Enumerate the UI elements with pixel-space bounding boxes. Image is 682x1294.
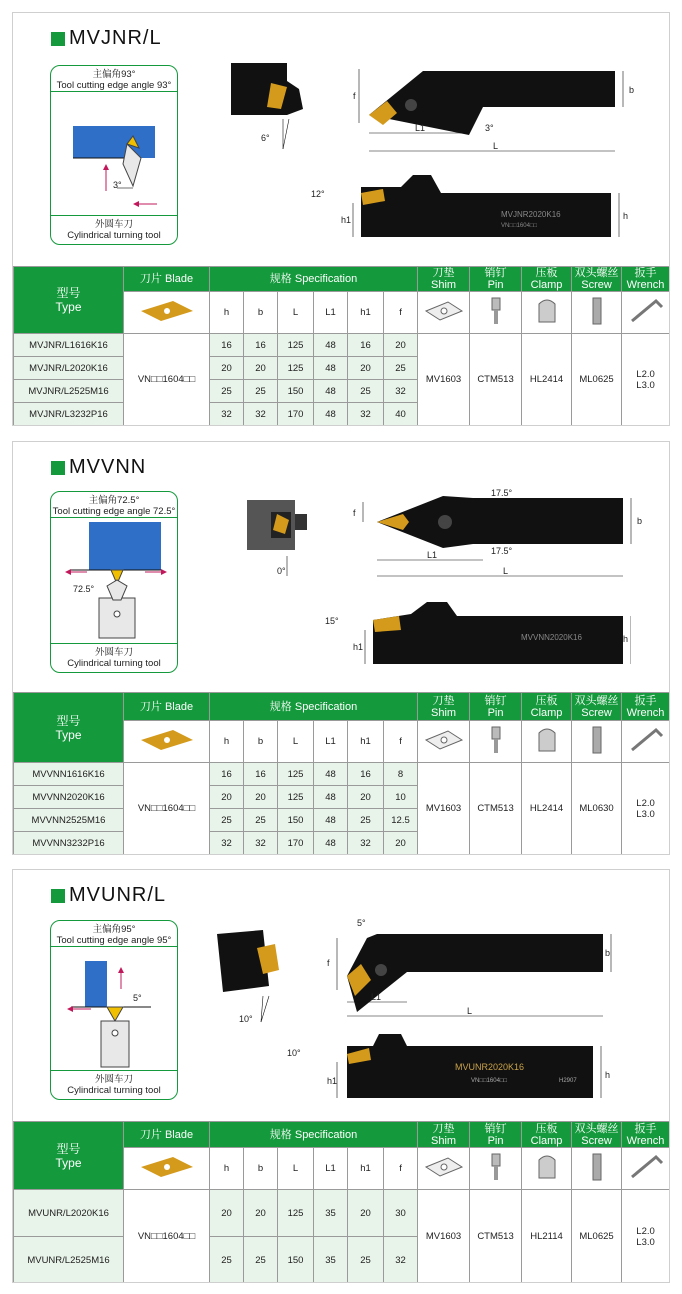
cell: 20 <box>210 1190 244 1237</box>
angle-label-17-bottom: 17.5° <box>491 546 513 556</box>
clamp-cn: 压板 <box>535 694 558 707</box>
cutting-sketch <box>51 520 177 644</box>
cell: 48 <box>314 763 348 786</box>
cell: 25 <box>210 1237 244 1284</box>
col-l1: L1 <box>314 1148 348 1190</box>
type-header <box>14 693 124 763</box>
dim-l: L <box>503 566 509 576</box>
cell: 16 <box>244 763 278 786</box>
cell: 48 <box>314 786 348 809</box>
type-header <box>14 1122 124 1190</box>
cell: 32 <box>384 380 418 403</box>
shim-cn: 刀垫 <box>432 267 455 279</box>
engraving: MVJNR2020K16 <box>501 210 561 219</box>
top-view-drawing <box>353 61 643 157</box>
wrench-code <box>622 763 670 855</box>
cell: 25 <box>348 380 384 403</box>
dim-f: f <box>353 508 356 518</box>
wrench-1: L2.0 <box>636 368 655 380</box>
section-mvjnr <box>12 12 670 426</box>
shim-code: MV1603 <box>418 334 470 426</box>
pin-en: Pin <box>487 279 504 291</box>
type-en: Type <box>55 300 82 314</box>
clamp-en: Clamp <box>530 279 563 291</box>
type-header <box>14 267 124 334</box>
wrench-cn: 扳手 <box>634 267 657 279</box>
cell: 25 <box>244 1237 278 1284</box>
cell: 20 <box>244 786 278 809</box>
cell: 8 <box>384 763 418 786</box>
cell: 150 <box>278 809 314 832</box>
row-model: MVVNN2020K16 <box>14 786 124 809</box>
type-en: Type <box>55 1155 82 1170</box>
dim-f: f <box>353 91 356 101</box>
col-l: L <box>278 721 314 763</box>
dim-b: b <box>605 948 611 958</box>
pin-code: CTM513 <box>470 1190 522 1284</box>
dim-h: h <box>623 211 629 221</box>
angle-box-head <box>51 921 177 947</box>
blade-code: VN□□1604□□ <box>124 334 210 426</box>
pin-en: Pin <box>487 706 504 719</box>
cell: 170 <box>278 403 314 426</box>
dim-l: L <box>467 1006 473 1016</box>
wrench-2: L3.0 <box>636 379 655 391</box>
shim-cn: 刀垫 <box>432 694 455 707</box>
clamp-header <box>522 693 572 721</box>
pin-cn: 销钉 <box>484 1122 507 1135</box>
spec-table <box>13 266 670 426</box>
section-title-text: MVUNR/L <box>69 884 167 906</box>
row-model: MVJNR/L3232P16 <box>14 403 124 426</box>
section-title-text: MVVNN <box>69 456 147 478</box>
cell: 25 <box>210 809 244 832</box>
cell: 20 <box>210 786 244 809</box>
angle-label-3: 3° <box>485 123 494 133</box>
wrench-en: Wrench <box>626 1134 665 1147</box>
cell: 35 <box>314 1237 348 1284</box>
wrench-code <box>622 1190 670 1284</box>
screw-icon <box>572 721 622 763</box>
pin-en: Pin <box>487 1134 504 1147</box>
wrench-header <box>622 1122 670 1148</box>
angle-label-15: 15° <box>325 616 339 626</box>
cell: 25 <box>244 380 278 403</box>
wrench-header <box>622 267 670 292</box>
cell: 25 <box>210 380 244 403</box>
sketch-angle: 72.5° <box>73 584 95 594</box>
dim-f: f <box>327 958 330 968</box>
angle-label-0: 0° <box>277 566 286 576</box>
cell: 125 <box>278 1190 314 1237</box>
tool-en: Cylindrical turning tool <box>67 230 161 241</box>
blade-icon <box>124 721 210 763</box>
cell: 16 <box>348 763 384 786</box>
angle-label-5: 5° <box>357 918 366 928</box>
angle-box-foot <box>51 643 177 672</box>
length-dim <box>347 1006 617 1026</box>
tool-en: Cylindrical turning tool <box>67 658 161 669</box>
shim-en: Shim <box>431 1134 457 1147</box>
wrench-icon <box>622 292 670 334</box>
dim-h1: h1 <box>341 215 352 225</box>
cell: 16 <box>244 334 278 357</box>
spec-header: 规格 Specification <box>210 267 418 292</box>
top-view-drawing <box>327 916 627 1016</box>
dim-h: h <box>605 1070 611 1080</box>
shim-header <box>418 267 470 292</box>
cell: 20 <box>384 832 418 855</box>
engraving-small: VN□□1604□□ <box>471 1078 508 1084</box>
cell: 48 <box>314 357 348 380</box>
wrench-2: L3.0 <box>636 1236 655 1248</box>
screw-en: Screw <box>581 1134 612 1147</box>
engraving: MVVNN2020K16 <box>521 633 582 642</box>
shim-icon <box>418 292 470 334</box>
screw-code: ML0630 <box>572 763 622 855</box>
shim-icon <box>418 721 470 763</box>
spec-header: 规格 Specification <box>210 693 418 721</box>
cell: 32 <box>210 832 244 855</box>
cell: 170 <box>278 832 314 855</box>
col-b: b <box>244 1148 278 1190</box>
angle-en: Tool cutting edge angle 95° <box>56 935 172 946</box>
col-f: f <box>384 721 418 763</box>
wrench-1: L2.0 <box>636 797 655 809</box>
dim-h: h <box>623 634 629 644</box>
spec-table <box>13 692 670 855</box>
cell: 12.5 <box>384 809 418 832</box>
cell: 30 <box>384 1190 418 1237</box>
shim-header <box>418 693 470 721</box>
row-model: MVUNR/L2020K16 <box>14 1190 124 1237</box>
section-title <box>51 884 166 907</box>
side-view-drawing <box>301 594 631 678</box>
angle-box <box>50 65 178 245</box>
angle-box-foot <box>51 215 177 244</box>
cell: 150 <box>278 380 314 403</box>
clamp-header <box>522 267 572 292</box>
cell: 32 <box>244 832 278 855</box>
angle-en: Tool cutting edge angle 72.5° <box>52 506 176 517</box>
cell: 16 <box>348 334 384 357</box>
screw-cn: 双头螺丝 <box>574 694 619 707</box>
blade-header: 刀片 Blade <box>124 693 210 721</box>
cell: 10 <box>384 786 418 809</box>
cell: 20 <box>348 357 384 380</box>
clamp-icon <box>522 721 572 763</box>
tool-cn: 外圆车刀 <box>94 1074 133 1085</box>
blade-header: 刀片 Blade <box>124 267 210 292</box>
screw-code: ML0625 <box>572 1190 622 1284</box>
wrench-cn: 扳手 <box>634 1122 657 1135</box>
clamp-code: HL2414 <box>522 763 572 855</box>
tool-en: Cylindrical turning tool <box>67 1085 161 1096</box>
cell: 125 <box>278 357 314 380</box>
clamp-cn: 压板 <box>535 267 558 279</box>
cell: 16 <box>210 334 244 357</box>
screw-cn: 双头螺丝 <box>574 1122 619 1135</box>
angle-box <box>50 920 178 1100</box>
dim-b: b <box>637 516 643 526</box>
col-h: h <box>210 1148 244 1190</box>
end-view-drawing <box>243 496 333 596</box>
tool-cn: 外圆车刀 <box>94 219 133 230</box>
blade-code: VN□□1604□□ <box>124 1190 210 1284</box>
blade-icon <box>124 292 210 334</box>
type-cn: 型号 <box>56 1141 81 1156</box>
cell: 48 <box>314 403 348 426</box>
screw-header <box>572 1122 622 1148</box>
cell: 25 <box>384 357 418 380</box>
spec-header: 规格 Specification <box>210 1122 418 1148</box>
pin-cn: 销钉 <box>484 694 507 707</box>
section-mvvnn <box>12 441 670 855</box>
angle-cn: 主偏角95° <box>92 924 136 935</box>
wrench-icon <box>622 1148 670 1190</box>
cell: 20 <box>348 786 384 809</box>
section-mvunr <box>12 869 670 1283</box>
pin-icon <box>470 1148 522 1190</box>
col-f: f <box>384 292 418 334</box>
col-h1: h1 <box>348 1148 384 1190</box>
cell: 48 <box>314 809 348 832</box>
tool-cn: 外圆车刀 <box>94 647 133 658</box>
type-cn: 型号 <box>56 713 81 728</box>
cell: 40 <box>384 403 418 426</box>
wrench-header <box>622 693 670 721</box>
screw-icon <box>572 292 622 334</box>
sketch-angle: 3° <box>113 180 122 190</box>
end-view-drawing <box>227 59 317 159</box>
col-h: h <box>210 721 244 763</box>
cell: 48 <box>314 380 348 403</box>
cell: 150 <box>278 1237 314 1284</box>
col-b: b <box>244 292 278 334</box>
cell: 25 <box>348 809 384 832</box>
dim-l1: L1 <box>415 123 426 133</box>
col-l1: L1 <box>314 721 348 763</box>
side-view-drawing <box>301 167 631 247</box>
cell: 25 <box>244 809 278 832</box>
pin-header <box>470 1122 522 1148</box>
shim-code: MV1603 <box>418 1190 470 1284</box>
cutting-sketch <box>51 949 177 1071</box>
wrench-1: L2.0 <box>636 1225 655 1237</box>
clamp-icon <box>522 292 572 334</box>
cell: 35 <box>314 1190 348 1237</box>
sketch-angle: 5° <box>133 993 142 1003</box>
dim-h1: h1 <box>353 642 364 652</box>
title-square-icon <box>51 461 65 475</box>
cell: 20 <box>384 334 418 357</box>
wrench-code <box>622 334 670 426</box>
dim-l1: L1 <box>371 992 382 1002</box>
angle-box-head <box>51 492 177 518</box>
screw-cn: 双头螺丝 <box>574 267 619 279</box>
section-title-text: MVJNR/L <box>69 27 162 49</box>
cell: 20 <box>210 357 244 380</box>
title-square-icon <box>51 889 65 903</box>
cutting-sketch <box>51 96 177 216</box>
col-l: L <box>278 292 314 334</box>
shim-en: Shim <box>431 706 457 719</box>
screw-en: Screw <box>581 706 612 719</box>
row-model: MVJNR/L2020K16 <box>14 357 124 380</box>
shim-header <box>418 1122 470 1148</box>
cell: 20 <box>244 357 278 380</box>
wrench-icon <box>622 721 670 763</box>
cell: 32 <box>384 1237 418 1284</box>
dim-l1: L1 <box>427 550 438 560</box>
angle-en: Tool cutting edge angle 93° <box>56 80 172 91</box>
cell: 20 <box>348 1190 384 1237</box>
cell: 16 <box>210 763 244 786</box>
engraving: MVUNR2020K16 <box>455 1062 525 1072</box>
clamp-cn: 压板 <box>535 1122 558 1135</box>
cell: 48 <box>314 832 348 855</box>
shim-en: Shim <box>431 279 457 291</box>
screw-header <box>572 267 622 292</box>
screw-code: ML0625 <box>572 334 622 426</box>
angle-box-foot <box>51 1070 177 1099</box>
pin-icon <box>470 721 522 763</box>
blade-icon <box>124 1148 210 1190</box>
cell: 32 <box>348 403 384 426</box>
cell: 32 <box>348 832 384 855</box>
section-title <box>51 456 146 479</box>
top-view-drawing <box>353 488 653 584</box>
row-model: MVVNN3232P16 <box>14 832 124 855</box>
angle-label-10-end: 10° <box>239 1014 253 1024</box>
shim-icon <box>418 1148 470 1190</box>
shim-code: MV1603 <box>418 763 470 855</box>
section-title <box>51 27 162 50</box>
col-h1: h1 <box>348 292 384 334</box>
clamp-header <box>522 1122 572 1148</box>
screw-en: Screw <box>581 279 612 291</box>
engraving-small: VN□□1604□□ <box>501 223 538 229</box>
spec-table <box>13 1121 670 1283</box>
row-model: MVJNR/L1616K16 <box>14 334 124 357</box>
screw-icon <box>572 1148 622 1190</box>
angle-label-17-top: 17.5° <box>491 488 513 498</box>
angle-box-head <box>51 66 177 92</box>
wrench-en: Wrench <box>626 279 665 291</box>
cell: 20 <box>244 1190 278 1237</box>
type-cn: 型号 <box>56 286 81 300</box>
pin-icon <box>470 292 522 334</box>
screw-header <box>572 693 622 721</box>
angle-label-10-side: 10° <box>287 1048 301 1058</box>
shim-cn: 刀垫 <box>432 1122 455 1135</box>
pin-code: CTM513 <box>470 763 522 855</box>
cell: 125 <box>278 763 314 786</box>
wrench-2: L3.0 <box>636 808 655 820</box>
type-en: Type <box>55 727 82 742</box>
end-view-drawing <box>213 926 303 1036</box>
blade-header: 刀片 Blade <box>124 1122 210 1148</box>
row-model: MVVNN1616K16 <box>14 763 124 786</box>
wrench-en: Wrench <box>626 706 665 719</box>
cell: 125 <box>278 334 314 357</box>
wrench-cn: 扳手 <box>634 694 657 707</box>
angle-cn: 主偏角72.5° <box>88 495 140 506</box>
cell: 32 <box>244 403 278 426</box>
row-model: MVVNN2525M16 <box>14 809 124 832</box>
clamp-code: HL2114 <box>522 1190 572 1284</box>
engraving-code: H2907 <box>559 1078 577 1084</box>
side-view-drawing <box>283 1026 623 1106</box>
col-h: h <box>210 292 244 334</box>
clamp-en: Clamp <box>530 706 563 719</box>
dim-b: b <box>629 85 635 95</box>
angle-cn: 主偏角93° <box>92 69 136 80</box>
angle-box <box>50 491 178 673</box>
col-h1: h1 <box>348 721 384 763</box>
dim-h1: h1 <box>327 1076 338 1086</box>
clamp-code: HL2414 <box>522 334 572 426</box>
row-model: MVUNR/L2525M16 <box>14 1237 124 1284</box>
col-l: L <box>278 1148 314 1190</box>
cell: 48 <box>314 334 348 357</box>
cell: 25 <box>348 1237 384 1284</box>
dim-l: L <box>493 141 499 151</box>
pin-header <box>470 693 522 721</box>
cell: 125 <box>278 786 314 809</box>
angle-label-6: 6° <box>261 133 270 143</box>
col-f: f <box>384 1148 418 1190</box>
cell: 32 <box>210 403 244 426</box>
clamp-icon <box>522 1148 572 1190</box>
col-l1: L1 <box>314 292 348 334</box>
title-square-icon <box>51 32 65 46</box>
blade-code: VN□□1604□□ <box>124 763 210 855</box>
col-b: b <box>244 721 278 763</box>
clamp-en: Clamp <box>530 1134 563 1147</box>
angle-label-12: 12° <box>311 189 325 199</box>
pin-code: CTM513 <box>470 334 522 426</box>
row-model: MVJNR/L2525M16 <box>14 380 124 403</box>
pin-cn: 销钉 <box>484 267 507 279</box>
pin-header <box>470 267 522 292</box>
